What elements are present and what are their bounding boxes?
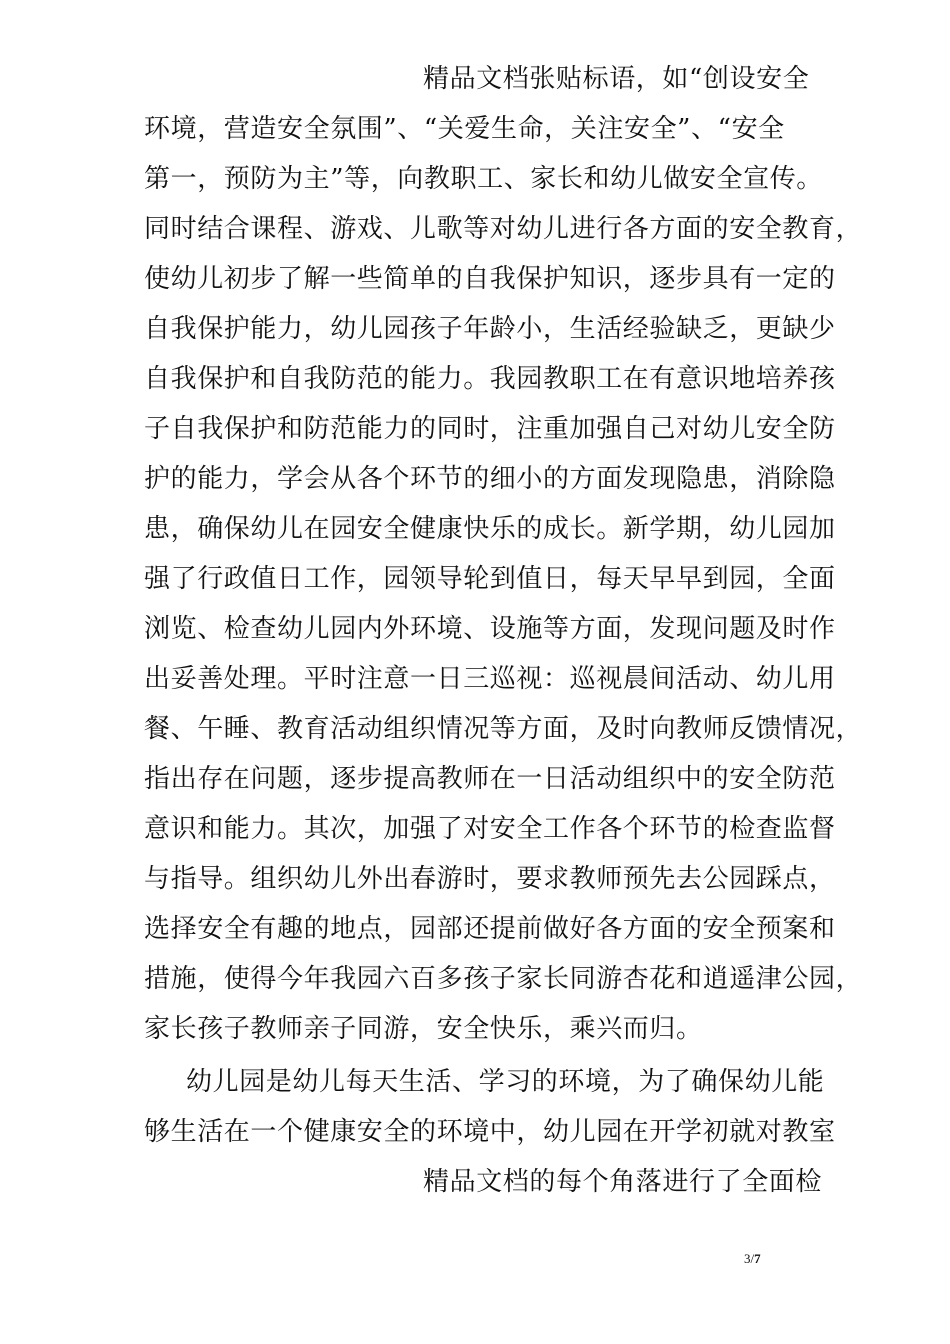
text-line: 第一，预防为主”等，向教职工、家长和幼儿做安全宣传。 [144, 164, 823, 194]
text-line: 措施，使得今年我园六百多孩子家长同游杏花和逍遥津公园， [144, 964, 863, 994]
footer-fragment: 精品文档的每个角落进行了全面检 [423, 1167, 823, 1197]
text-line: 够生活在一个健康安全的环境中，幼儿园在开学初就对教室 [144, 1117, 836, 1147]
text-line: 护的能力，学会从各个环节的细小的方面发现隐患，消除隐 [144, 464, 836, 494]
text-line: 子自我保护和防范能力的同时，注重加强自己对幼儿安全防 [144, 414, 836, 444]
text-line: 浏览、检查幼儿园内外环境、设施等方面，发现问题及时作 [144, 614, 836, 644]
text-line: 同时结合课程、游戏、儿歌等对幼儿进行各方面的安全教育， [144, 214, 863, 244]
text-line: 餐、午睡、教育活动组织情况等方面，及时向教师反馈情况， [144, 714, 863, 744]
header-fragment: 精品文档张贴标语，如“创设安全 [423, 64, 810, 94]
text-line: 环境，营造安全氛围”、“关爱生命，关注安全”、“安全 [144, 114, 785, 144]
text-line: 自我保护和自我防范的能力。我园教职工在有意识地培养孩 [144, 364, 836, 394]
text-line: 选择安全有趣的地点，园部还提前做好各方面的安全预案和 [144, 914, 836, 944]
page-current: 3/ [744, 1251, 755, 1266]
text-line: 患，确保幼儿在园安全健康快乐的成长。新学期，幼儿园加 [144, 514, 836, 544]
text-line: 与指导。组织幼儿外出春游时，要求教师预先去公园踩点， [144, 864, 836, 894]
text-line: 幼儿园是幼儿每天生活、学习的环境，为了确保幼儿能 [186, 1067, 825, 1097]
text-line: 强了行政值日工作，园领导轮到值日，每天早早到园，全面 [144, 564, 836, 594]
text-line: 使幼儿初步了解一些简单的自我保护知识，逐步具有一定的 [144, 264, 836, 294]
text-line: 指出存在问题，逐步提高教师在一日活动组织中的安全防范 [144, 764, 836, 794]
text-line: 自我保护能力，幼儿园孩子年龄小，生活经验缺乏，更缺少 [144, 314, 836, 344]
text-line: 出妥善处理。平时注意一日三巡视：巡视晨间活动、幼儿用 [144, 664, 836, 694]
text-line: 家长孩子教师亲子同游，安全快乐，乘兴而归。 [144, 1014, 703, 1044]
page-total: 7 [754, 1251, 761, 1266]
text-line: 意识和能力。其次，加强了对安全工作各个环节的检查监督 [144, 814, 836, 844]
page-number [744, 1251, 761, 1267]
